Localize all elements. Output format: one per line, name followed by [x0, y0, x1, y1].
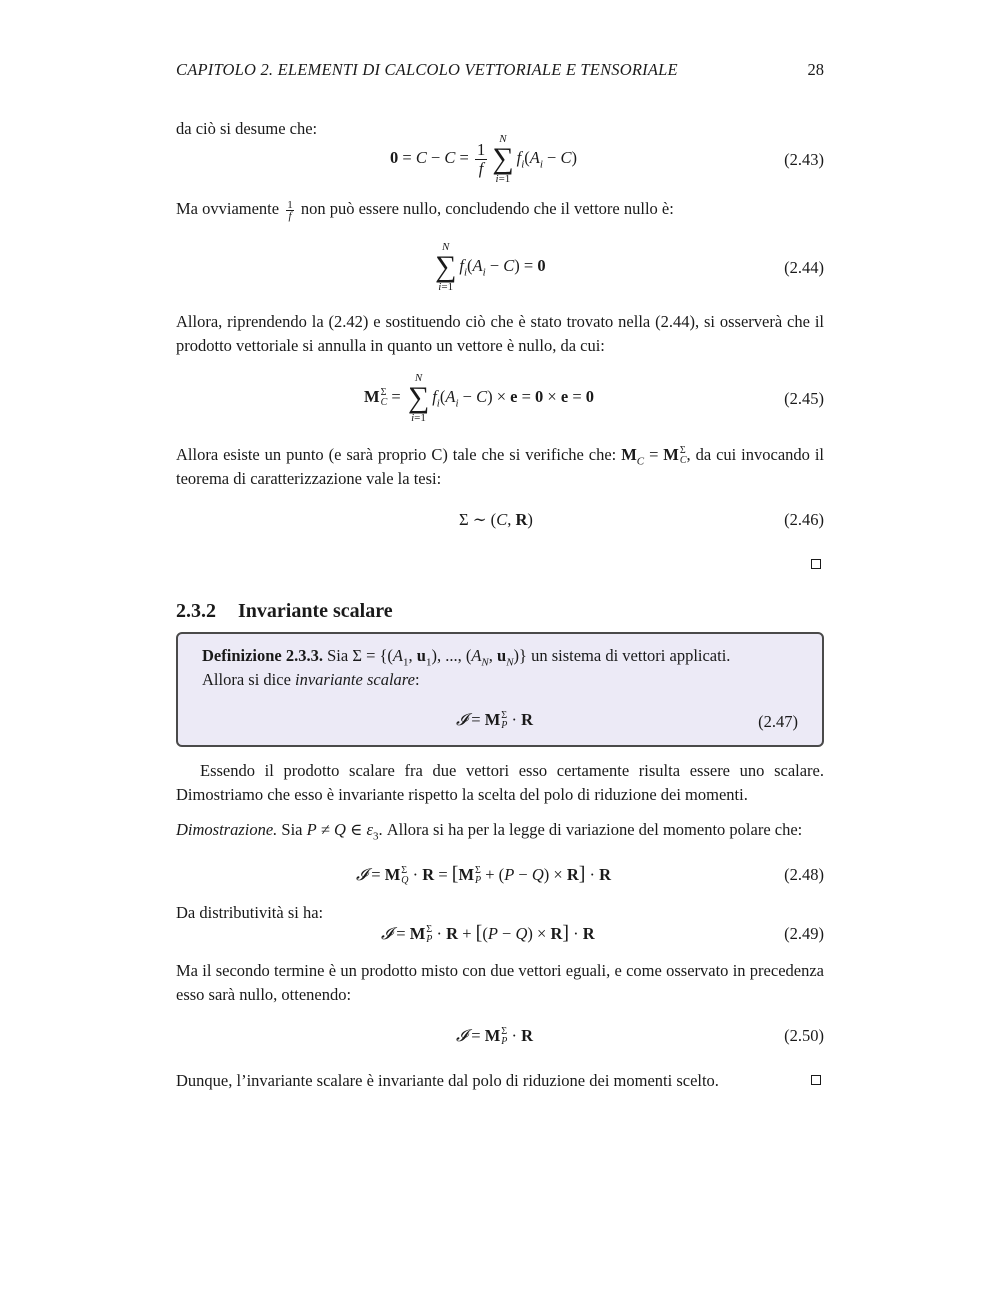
equation-2-50: [176, 1026, 824, 1050]
summation: N ∑ i=1: [492, 133, 514, 185]
text: non può essere nullo, concludendo che il vettore nullo è:: [300, 199, 674, 218]
equation-number: (2.43): [784, 150, 824, 169]
section-number: 2.3.2: [176, 600, 216, 622]
equation-body: 𝓘 = M Σ P · R: [456, 1026, 534, 1048]
equation-body: 𝓘 = M Σ P · R + [(P − Q) × R] · R: [381, 922, 595, 946]
text: Sia: [281, 820, 303, 839]
summation: N ∑ i=1: [407, 372, 430, 424]
paragraph-exists: Allora esiste un punto (e sarà proprio C) tale che si verifiche che: $M_C = M$ Σ C , da cui invocando il teorema di caratterizzazione vale la tesi:: [176, 445, 825, 488]
section-title: Invariante scalare: [238, 600, 393, 622]
paragraph-distributivity: Da distributività si ha:: [176, 903, 324, 922]
definition-box: [176, 632, 824, 747]
equation-number: (2.48): [784, 865, 824, 884]
equation-number: (2.46): [784, 510, 824, 529]
text: Sia: [327, 646, 349, 665]
paragraph-mixed-product: Ma il secondo termine è un prodotto misto con due vettori eguali, e come osservato in precedenza esso sarà nullo, ottenendo:: [176, 961, 824, 1004]
paragraph-intro: da ciò si desume che:: [176, 119, 318, 138]
equation-body: Σ ∼ (C, R): [459, 510, 533, 529]
equation-2-49: [176, 924, 824, 948]
equation-2-45: [176, 372, 824, 426]
paragraph-scalar: Essendo il prodotto scalare fra due vettori esso certamente risulta essere uno scalare. Dimostriamo che esso è invariante rispetto la scelta del polo di riduzione dei momenti.: [176, 761, 824, 804]
equation-body: 0 = C − C = $\frac{1}{f}$ N ∑ i=1 $f_i(A_i - C)$: [390, 133, 577, 185]
equation-2-43: [176, 133, 824, 189]
equation-number: (2.50): [784, 1026, 824, 1045]
definition-term: invariante scalare: [295, 670, 415, 689]
equation-number: (2.49): [784, 924, 824, 943]
text: Ma ovviamente: [176, 199, 280, 218]
equation-2-46: [176, 510, 824, 534]
paragraph-nonzero: [176, 197, 824, 221]
text: :: [414, 670, 420, 689]
equation-body: N ∑ i=1 $f_i(A_i - C) = 0$: [435, 241, 546, 293]
section-heading: [176, 600, 393, 623]
text: , da cui invocando il teorema di caratterizzazione vale la tesi:: [176, 445, 825, 488]
qed-square-icon: [811, 1075, 821, 1085]
proof-label: Dimostrazione.: [176, 820, 278, 839]
paragraph-conclusion: Dunque, l’invariante scalare è invariante dal polo di riduzione dei momenti scelto.: [176, 1071, 719, 1090]
text: un sistema di vettori applicati.: [531, 646, 731, 665]
paragraph-proof: Dimostrazione. Sia P ≠ Q ∈ $\varepsilon_3$. Allora si ha per la legge di variazione del momento polare che:: [176, 820, 803, 843]
equation-number: (2.45): [784, 389, 824, 408]
equation-body: 𝓘 = M Σ Q · R = [M Σ P + (P − Q) × R] · R: [356, 863, 612, 887]
definition-label: Definizione 2.3.3.: [202, 646, 323, 665]
equation-number: (2.44): [784, 258, 824, 277]
text: Allora si dice: [202, 670, 291, 689]
header-chapter-title: CAPITOLO 2. ELEMENTI DI CALCOLO VETTORIALE E TENSORIALE: [176, 60, 678, 79]
fraction: $\frac{1}{f}$: [476, 139, 486, 178]
text: . Allora si ha per la legge di variazione del momento polare che:: [378, 820, 803, 839]
equation-2-44: [176, 241, 824, 295]
summation: N ∑ i=1: [435, 241, 457, 293]
equation-2-47: 𝓘 = M Σ P · R: [456, 710, 534, 732]
inline-fraction: $\frac{1}{f}$: [287, 198, 293, 222]
running-header: [176, 60, 824, 84]
qed-square-icon: [811, 559, 821, 569]
equation-number: (2.47): [758, 712, 798, 731]
equation-2-48: [176, 865, 824, 889]
text: Allora esiste un punto (e sarà proprio C) tale che si verifiche che:: [176, 445, 617, 464]
header-page-number: 28: [807, 60, 824, 79]
paragraph-resume: Allora, riprendendo la (2.42) e sostituendo ciò che è stato trovato nella (2.44), si osserverà che il prodotto vettoriale si annulla in quanto un vettore è nullo, da cui:: [176, 312, 824, 355]
definition-text: Definizione 2.3.3. Sia $\Sigma = \{(A_1$, $u_1$), ..., ($A_N$, $u_N$)} un sistema di vettori applicati. Allora si dice invariante scalare:: [202, 646, 731, 689]
equation-body: M Σ C = N ∑ i=1 $f_i(A_i - C) \times e = 0 \times e = 0$: [364, 372, 594, 424]
